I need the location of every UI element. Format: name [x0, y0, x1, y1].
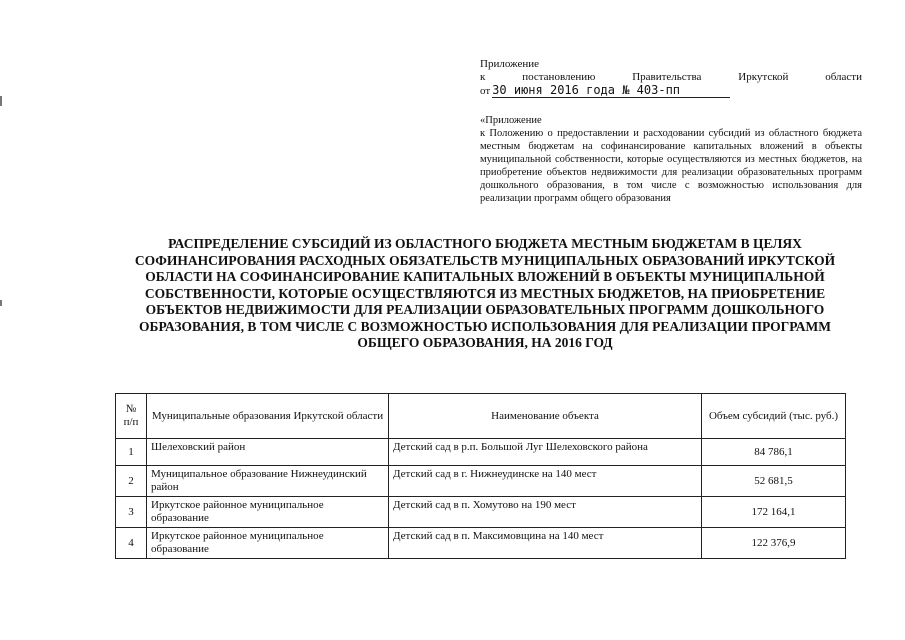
scan-edge-mark — [0, 96, 2, 106]
regulation-text: к Положению о предоставлении и расходовании субсидий из областного бюджета местным бюджетам на софинансирование капитальных вложений в объекты муниципальной собственности, которые осуществляются из местных бюджетов, на приобретение объектов недвижимости для реализации образовательных программ дошкольного образования, в том числе с возможностью использования для реализации программ общего образования — [480, 128, 862, 204]
annex-header — [480, 58, 862, 98]
subsidies-table — [115, 393, 846, 559]
regulation-reference — [480, 114, 862, 205]
annex-word: Иркутской — [738, 71, 789, 83]
row-object: Детский сад в г. Нижнеудинске на 140 мест — [389, 466, 702, 497]
row-amount: 52 681,5 — [702, 466, 846, 497]
annex-title: Приложение — [480, 58, 540, 70]
annex-word: к — [480, 71, 486, 83]
row-num: 3 — [116, 497, 147, 528]
row-municipality: Иркутское районное муниципальное образование — [147, 497, 389, 528]
row-amount: 84 786,1 — [702, 439, 846, 466]
annex-date-prefix: от — [480, 85, 491, 97]
row-object: Детский сад в п. Хомутово на 190 мест — [389, 497, 702, 528]
row-num: 1 — [116, 439, 147, 466]
annex-word: Правительства — [632, 71, 702, 83]
row-object: Детский сад в п. Максимовщина на 140 мест — [389, 528, 702, 559]
scan-edge-mark — [0, 300, 2, 306]
row-num: 4 — [116, 528, 147, 559]
document-title: РАСПРЕДЕЛЕНИЕ СУБСИДИЙ ИЗ ОБЛАСТНОГО БЮДЖЕТА МЕСТНЫМ БЮДЖЕТАМ В ЦЕЛЯХ СОФИНАНСИРОВАНИЯ РАСХОДНЫХ ОБЯЗАТЕЛЬСТВ МУНИЦИПАЛЬНЫХ ОБРАЗОВАНИЙ ИРКУТСКОЙ ОБЛАСТИ НА СОФИНАНСИРОВАНИЕ КАПИТАЛЬНЫХ ВЛОЖЕНИЙ В ОБЪЕКТЫ МУНИЦИПАЛЬНОЙ СОБСТВЕННОСТИ, КОТОРЫЕ ОСУЩЕСТВЛЯЮТСЯ ИЗ МЕСТНЫХ БЮДЖЕТОВ, НА ПРИОБРЕТЕНИЕ ОБЪЕКТОВ НЕДВИЖИМОСТИ ДЛЯ РЕАЛИЗАЦИИ ОБРАЗОВАТЕЛЬНЫХ ПРОГРАММ ДОШКОЛЬНОГО ОБРАЗОВАНИЯ, В ТОМ ЧИСЛЕ С ВОЗМОЖНОСТЬЮ ИСПОЛЬЗОВАНИЯ ДЛЯ РЕАЛИЗАЦИИ ПРОГРАММ ОБЩЕГО ОБРАЗОВАНИЯ, НА 2016 ГОД — [134, 236, 836, 350]
header-num: № п/п — [116, 394, 147, 439]
row-object: Детский сад в р.п. Большой Луг Шелеховского района — [389, 439, 702, 466]
row-num: 2 — [116, 466, 147, 497]
table-header-row — [116, 394, 846, 439]
row-amount: 172 164,1 — [702, 497, 846, 528]
annex-date-value: 30 июня 2016 года № 403-пп — [492, 84, 730, 98]
table-row — [116, 497, 846, 528]
row-municipality: Муниципальное образование Нижнеудинский район — [147, 466, 389, 497]
row-municipality: Иркутское районное муниципальное образование — [147, 528, 389, 559]
regulation-title: «Приложение — [480, 115, 542, 126]
annex-date-line — [480, 84, 862, 98]
table-row — [116, 439, 846, 466]
annex-word: постановлению — [522, 71, 596, 83]
header-municipality: Муниципальные образования Иркутской области — [147, 394, 389, 439]
row-municipality: Шелеховский район — [147, 439, 389, 466]
table-row — [116, 528, 846, 559]
row-amount: 122 376,9 — [702, 528, 846, 559]
header-object: Наименование объекта — [389, 394, 702, 439]
header-amount: Объем субсидий (тыс. руб.) — [702, 394, 846, 439]
table-row — [116, 466, 846, 497]
annex-word: области — [825, 71, 862, 83]
